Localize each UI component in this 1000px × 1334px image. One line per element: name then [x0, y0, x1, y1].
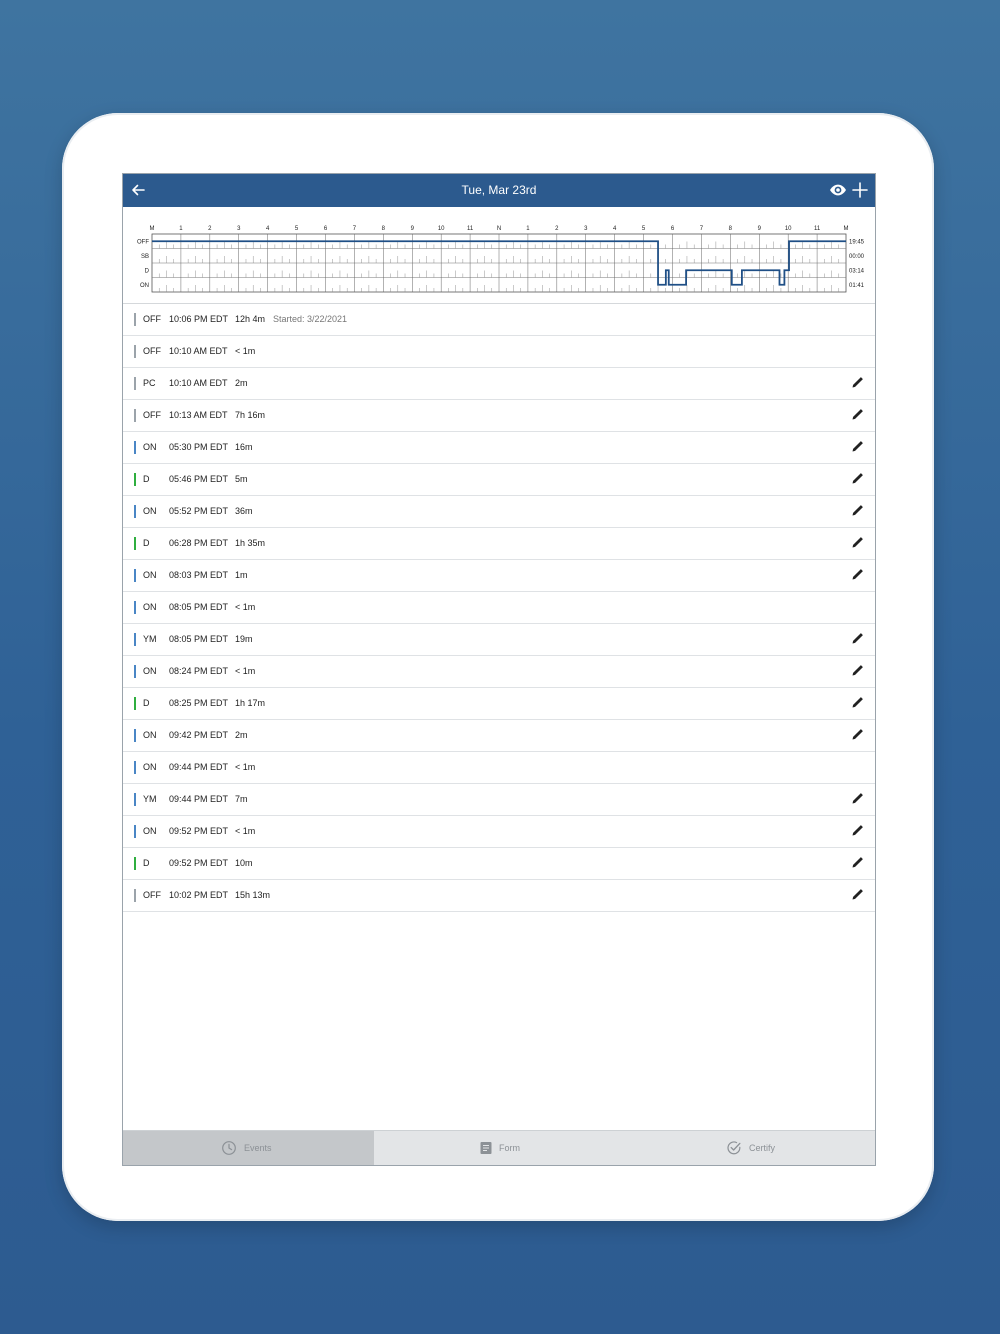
event-status: ON — [143, 602, 157, 612]
event-row[interactable] — [123, 592, 875, 624]
event-row[interactable] — [123, 752, 875, 784]
graph-row-total: 01:41 — [849, 282, 865, 289]
check-circle-icon — [726, 1140, 742, 1156]
graph-hour-label: 8 — [381, 226, 386, 232]
event-row[interactable] — [123, 784, 875, 816]
tab-certify-label: Certify — [749, 1143, 776, 1153]
tab-form[interactable] — [374, 1131, 625, 1165]
event-duration: 2m — [235, 378, 248, 388]
status-indicator — [134, 409, 136, 422]
graph-row-label: D — [144, 268, 149, 275]
duty-status-graph — [123, 207, 875, 303]
graph-hour-label: 4 — [265, 226, 270, 232]
event-row[interactable] — [123, 336, 875, 368]
event-duration: 1m — [235, 570, 248, 580]
status-indicator — [134, 729, 136, 742]
event-time: 10:02 PM EDT — [169, 890, 229, 900]
graph-hour-label: 7 — [352, 226, 357, 232]
event-duration: < 1m — [235, 762, 256, 772]
event-row[interactable] — [123, 368, 875, 400]
status-indicator — [134, 377, 136, 390]
graph-hour-label: 5 — [641, 226, 646, 232]
event-status: D — [143, 538, 150, 548]
event-row[interactable] — [123, 496, 875, 528]
event-row[interactable] — [123, 816, 875, 848]
event-time: 10:06 PM EDT — [169, 314, 229, 324]
event-status: ON — [143, 570, 157, 580]
status-indicator — [134, 889, 136, 902]
tab-certify[interactable] — [625, 1131, 876, 1165]
graph-hour-label: 11 — [466, 226, 474, 232]
event-status: D — [143, 474, 150, 484]
event-status: ON — [143, 826, 157, 836]
event-status: OFF — [143, 346, 161, 356]
event-time: 08:24 PM EDT — [169, 666, 229, 676]
event-time: 05:46 PM EDT — [169, 474, 229, 484]
graph-hour-label: 1 — [179, 226, 183, 232]
event-status: ON — [143, 506, 157, 516]
graph-hour-label: 1 — [526, 226, 530, 232]
event-duration: < 1m — [235, 826, 256, 836]
graph-hour-label: 2 — [555, 226, 559, 232]
status-indicator — [134, 505, 136, 518]
graph-hour-label: 10 — [784, 226, 792, 232]
pencil-icon[interactable] — [850, 632, 864, 646]
graph-row-label: SB — [140, 253, 149, 260]
event-duration: 1h 35m — [235, 538, 266, 548]
status-indicator — [134, 441, 136, 454]
pencil-icon[interactable] — [850, 664, 864, 678]
graph-hour-label: 3 — [584, 226, 588, 232]
pencil-icon[interactable] — [850, 824, 864, 838]
event-time: 08:05 PM EDT — [169, 602, 229, 612]
graph-row-label: OFF — [137, 239, 149, 246]
event-duration: < 1m — [235, 666, 256, 676]
event-duration: 12h 4m — [235, 314, 266, 324]
graph-hour-label: 9 — [410, 226, 414, 232]
pencil-icon[interactable] — [850, 696, 864, 710]
event-row[interactable] — [123, 560, 875, 592]
event-duration: < 1m — [235, 346, 256, 356]
status-indicator — [134, 313, 136, 326]
pencil-icon[interactable] — [850, 536, 864, 550]
graph-hour-label: M — [843, 226, 849, 232]
event-status: ON — [143, 730, 157, 740]
form-icon — [478, 1140, 494, 1156]
pencil-icon[interactable] — [850, 888, 864, 902]
graph-hour-label: 6 — [323, 226, 328, 232]
graph-row-label: ON — [140, 282, 149, 289]
event-status: PC — [143, 378, 156, 388]
event-status: D — [143, 858, 150, 868]
graph-hour-label: 2 — [208, 226, 212, 232]
event-duration: 7h 16m — [235, 410, 266, 420]
event-status: ON — [143, 666, 157, 676]
event-time: 05:52 PM EDT — [169, 506, 229, 516]
event-time: 10:13 AM EDT — [169, 410, 228, 420]
graph-row-total: 03:14 — [849, 268, 865, 275]
pencil-icon[interactable] — [850, 856, 864, 870]
event-duration: 19m — [235, 634, 253, 644]
status-indicator — [134, 633, 136, 646]
status-indicator — [134, 665, 136, 678]
status-indicator — [134, 825, 136, 838]
graph-hour-label: N — [496, 226, 502, 232]
event-row[interactable] — [123, 432, 875, 464]
status-indicator — [134, 345, 136, 358]
event-duration: 7m — [235, 794, 248, 804]
event-duration: 2m — [235, 730, 248, 740]
event-time: 10:10 AM EDT — [169, 378, 228, 388]
pencil-icon[interactable] — [850, 408, 864, 422]
graph-row-total: 19:45 — [849, 239, 865, 246]
event-time: 09:42 PM EDT — [169, 730, 229, 740]
event-row[interactable] — [123, 720, 875, 752]
event-status: OFF — [143, 890, 161, 900]
graph-hour-label: 5 — [294, 226, 299, 232]
graph-hour-label: 4 — [612, 226, 617, 232]
event-time: 09:44 PM EDT — [169, 794, 229, 804]
page-title: Tue, Mar 23rd — [461, 183, 537, 197]
graph-hour-label: 11 — [813, 226, 821, 232]
pencil-icon[interactable] — [850, 728, 864, 742]
eye-icon[interactable] — [829, 182, 847, 198]
event-time: 08:05 PM EDT — [169, 634, 229, 644]
event-row[interactable] — [123, 848, 875, 880]
event-note: Started: 3/22/2021 — [273, 314, 348, 324]
graph-hour-label: 3 — [237, 226, 241, 232]
event-time: 08:03 PM EDT — [169, 570, 229, 580]
pencil-icon[interactable] — [850, 792, 864, 806]
graph-hour-label: 6 — [670, 226, 675, 232]
event-duration: 16m — [235, 442, 253, 452]
event-row[interactable] — [123, 400, 875, 432]
tab-events[interactable] — [123, 1131, 374, 1165]
event-duration: 10m — [235, 858, 253, 868]
event-status: YM — [143, 794, 157, 804]
status-indicator — [134, 569, 136, 582]
event-duration: 5m — [235, 474, 248, 484]
event-time: 09:44 PM EDT — [169, 762, 229, 772]
plus-icon[interactable] — [851, 181, 869, 199]
tab-events-label: Events — [244, 1143, 272, 1153]
clock-icon — [221, 1140, 237, 1156]
event-time: 08:25 PM EDT — [169, 698, 229, 708]
event-status: D — [143, 698, 150, 708]
event-row[interactable] — [123, 464, 875, 496]
event-duration: < 1m — [235, 602, 256, 612]
event-status: YM — [143, 634, 157, 644]
event-row[interactable] — [123, 304, 875, 336]
event-time: 10:10 AM EDT — [169, 346, 228, 356]
event-time: 09:52 PM EDT — [169, 858, 229, 868]
event-row[interactable] — [123, 688, 875, 720]
tab-form-label: Form — [499, 1143, 520, 1153]
graph-hour-label: M — [149, 226, 155, 232]
graph-hour-label: 8 — [728, 226, 733, 232]
event-status: ON — [143, 762, 157, 772]
event-duration: 36m — [235, 506, 253, 516]
header-bar — [123, 174, 875, 207]
status-indicator — [134, 473, 136, 486]
app-screen — [122, 173, 876, 1166]
event-row[interactable] — [123, 528, 875, 560]
pencil-icon[interactable] — [850, 472, 864, 486]
event-duration: 15h 13m — [235, 890, 271, 900]
event-status: OFF — [143, 314, 161, 324]
event-row[interactable] — [123, 656, 875, 688]
pencil-icon[interactable] — [850, 440, 864, 454]
pencil-icon[interactable] — [850, 568, 864, 582]
event-time: 05:30 PM EDT — [169, 442, 229, 452]
status-indicator — [134, 697, 136, 710]
graph-hour-label: 7 — [699, 226, 704, 232]
pencil-icon[interactable] — [850, 376, 864, 390]
status-indicator — [134, 601, 136, 614]
status-indicator — [134, 761, 136, 774]
graph-hour-label: 9 — [757, 226, 761, 232]
event-status: ON — [143, 442, 157, 452]
event-time: 06:28 PM EDT — [169, 538, 229, 548]
status-indicator — [134, 793, 136, 806]
tab-bar — [123, 1130, 875, 1165]
graph-row-total: 00:00 — [849, 253, 865, 260]
status-indicator — [134, 857, 136, 870]
event-time: 09:52 PM EDT — [169, 826, 229, 836]
status-indicator — [134, 537, 136, 550]
event-row[interactable] — [123, 880, 875, 912]
event-row[interactable] — [123, 624, 875, 656]
event-duration: 1h 17m — [235, 698, 266, 708]
event-list — [123, 304, 875, 912]
pencil-icon[interactable] — [850, 504, 864, 518]
event-status: OFF — [143, 410, 161, 420]
graph-hour-label: 10 — [437, 226, 445, 232]
